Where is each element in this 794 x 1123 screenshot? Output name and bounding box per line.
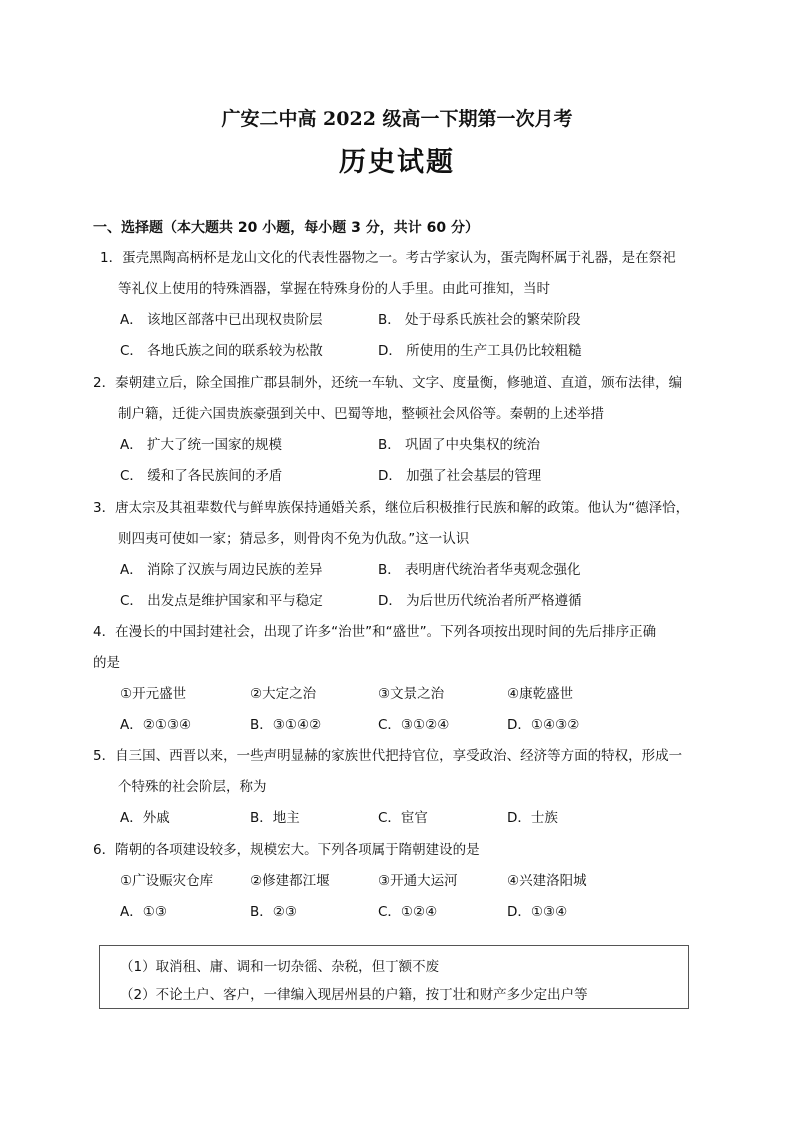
option-a: A． 扩大了统一国家的规模 (120, 437, 283, 453)
item-1: ①开元盛世 (120, 686, 187, 702)
option-c: C． 缓和了各民族间的矛盾 (120, 468, 283, 484)
option-b: B．②③ (250, 904, 297, 920)
material-box (99, 945, 689, 1009)
option-c: C． 出发点是维护国家和平与稳定 (120, 593, 323, 609)
option-d: D．①④③② (507, 717, 580, 733)
exam-subject: 历史试题 (339, 147, 455, 178)
option-b: B． 表明唐代统治者华夷观念强化 (378, 562, 581, 578)
item-2: ②修建都江堰 (250, 873, 330, 889)
question-stem-line: 的是 (93, 655, 120, 671)
item-2: ②大定之治 (250, 686, 317, 702)
option-c: C．③①②④ (378, 717, 450, 733)
option-a: A． 消除了汉族与周边民族的差异 (120, 562, 323, 578)
question-stem-line: 个特殊的社会阶层，称为 (118, 779, 267, 795)
option-b: B．地主 (250, 810, 300, 826)
question-stem-line: 1．蛋壳黑陶高柄杯是龙山文化的代表性器物之一。考古学家认为，蛋壳陶杯属于礼器，是在祭祀 (100, 250, 676, 266)
question-stem-line: 5．自三国、西晋以来，一些声明显赫的家族世代把持官位，享受政治、经济等方面的特权，形成一 (93, 748, 683, 764)
option-c: C． 各地氏族之间的联系较为松散 (120, 343, 323, 359)
question-stem-line: 4．在漫长的中国封建社会，出现了许多“治世”和“盛世”。下列各项按出现时间的先后排序正确 (93, 624, 657, 640)
material-line-2: （2）不论土户、客户，一律编入现居州县的户籍，按丁壮和财产多少定出户等 (120, 987, 588, 1003)
option-b: B． 巩固了中央集权的统治 (378, 437, 541, 453)
option-d: D．士族 (507, 810, 558, 826)
option-d: D． 加强了社会基层的管理 (378, 468, 542, 484)
question-stem-line: 等礼仪上使用的特殊酒器，掌握在特殊身份的人手里。由此可推知，当时 (118, 281, 550, 297)
exam-title: 广安二中高 2022 级高一下期第一次月考 (221, 108, 573, 130)
question-stem-line: 则四夷可使如一家；猜忌多，则骨肉不免为仇敌。”这一认识 (118, 531, 470, 547)
option-a: A． 该地区部落中已出现权贵阶层 (120, 312, 323, 328)
option-d: D． 为后世历代统治者所严格遵循 (378, 593, 582, 609)
question-stem-line: 制户籍，迁徙六国贵族豪强到关中、巴蜀等地，整顿社会风俗等。秦朝的上述举措 (118, 406, 604, 422)
option-d: D． 所使用的生产工具仍比较粗糙 (378, 343, 582, 359)
question-stem-line: 3．唐太宗及其祖辈数代与鲜卑族保持通婚关系，继位后积极推行民族和解的政策。他认为“德泽恰， (93, 500, 690, 516)
option-d: D．①③④ (507, 904, 568, 920)
item-4: ④兴建洛阳城 (507, 873, 587, 889)
item-4: ④康乾盛世 (507, 686, 574, 702)
option-b: B． 处于母系氏族社会的繁荣阶段 (378, 312, 581, 328)
option-c: C．宦官 (378, 810, 428, 826)
option-b: B．③①④② (250, 717, 322, 733)
material-line-1: （1）取消租、庸、调和一切杂徭、杂税，但丁额不废 (120, 959, 440, 975)
item-3: ③文景之治 (378, 686, 445, 702)
question-stem-line: 2．秦朝建立后，除全国推广郡县制外，还统一车轨、文字、度量衡，修驰道、直道，颁布法律，编 (93, 375, 683, 391)
option-a: A．②①③④ (120, 717, 192, 733)
item-3: ③开通大运河 (378, 873, 458, 889)
question-stem-line: 6．隋朝的各项建设较多，规模宏大。下列各项属于隋朝建设的是 (93, 842, 480, 858)
option-a: A．①③ (120, 904, 167, 920)
option-a: A．外戚 (120, 810, 170, 826)
section-heading: 一、选择题（本大题共 20 小题，每小题 3 分，共计 60 分） (93, 220, 479, 236)
option-c: C．①②④ (378, 904, 438, 920)
item-1: ①广设赈灾仓库 (120, 873, 214, 889)
